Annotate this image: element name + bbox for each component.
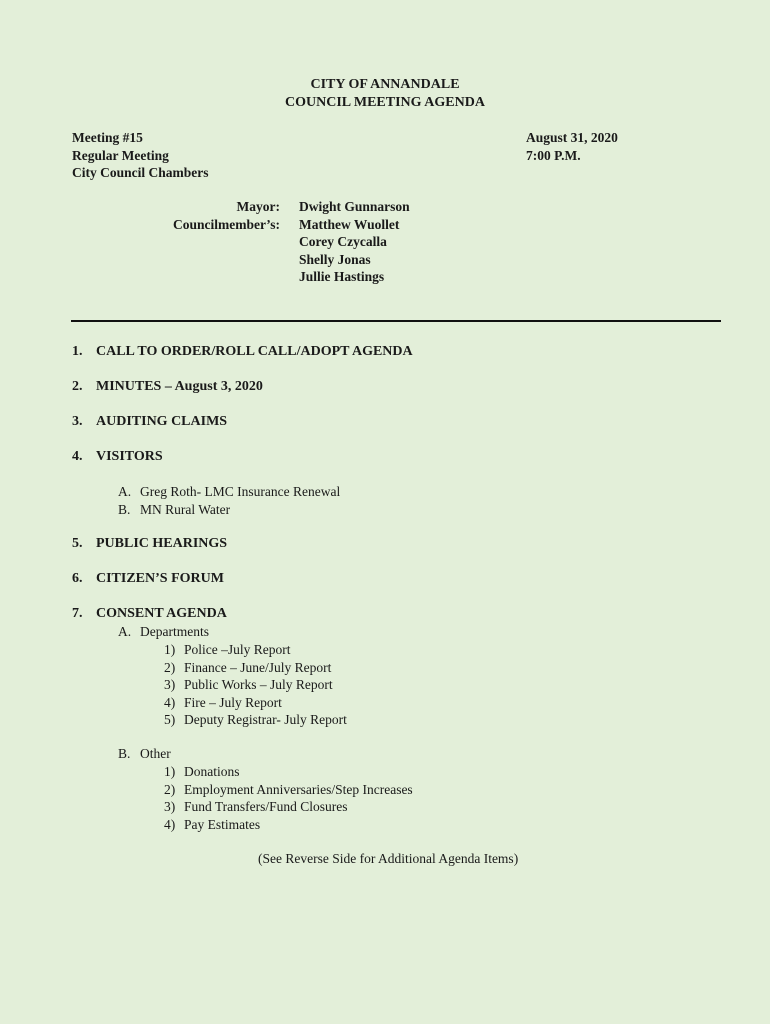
- list-item: 4) Fire – July Report: [164, 694, 282, 710]
- mayor-label: Mayor:: [236, 199, 280, 214]
- agenda-item-3: [72, 414, 227, 430]
- list-item: 3) Fund Transfers/Fund Closures: [164, 799, 348, 814]
- item-text: CITIZEN’S FORUM: [96, 571, 224, 586]
- council-label: Councilmember’s:: [173, 216, 280, 232]
- agenda-item-5: [72, 536, 227, 552]
- meeting-type: Regular Meeting: [72, 147, 169, 163]
- item-text: AUDITING CLAIMS: [96, 414, 228, 429]
- consent-departments-heading: [118, 624, 209, 640]
- list-item: 2) Employment Anniversaries/Step Increases: [164, 781, 413, 797]
- list-item: 4) Pay Estimates: [164, 816, 261, 832]
- list-item: 1) Police –July Report: [164, 642, 291, 657]
- other-list: [164, 763, 413, 833]
- meeting-location: City Council Chambers: [72, 165, 209, 180]
- council-member: Shelly Jonas: [299, 251, 371, 267]
- sub-text: Departments: [140, 624, 209, 639]
- agenda-item-1: [72, 344, 413, 360]
- reverse-side-note: (See Reverse Side for Additional Agenda Items): [258, 851, 519, 866]
- agenda-title: COUNCIL MEETING AGENDA: [285, 95, 485, 110]
- departments-list: [164, 641, 347, 729]
- item-number: 6.: [72, 571, 83, 586]
- visitor-item: [118, 502, 230, 518]
- list-item: 5) Deputy Registrar- July Report: [164, 712, 347, 727]
- item-number: 2.: [72, 379, 83, 394]
- sub-text: MN Rural Water: [140, 502, 231, 517]
- meeting-date: August 31, 2020: [526, 130, 618, 145]
- header-divider: [71, 320, 721, 322]
- mayor-name: Dwight Gunnarson: [299, 199, 410, 214]
- meeting-info: [72, 129, 209, 182]
- meeting-time: 7:00 P.M.: [526, 147, 581, 163]
- list-item: 3) Public Works – July Report: [164, 677, 333, 692]
- consent-other-heading: [118, 746, 171, 762]
- visitor-item: [118, 484, 340, 500]
- item-text: VISITORS: [96, 449, 163, 464]
- agenda-item-6: [72, 571, 224, 587]
- item-number: 3.: [72, 414, 83, 429]
- council-member: Corey Czycalla: [299, 234, 387, 249]
- item-number: 1.: [72, 344, 83, 359]
- item-text: PUBLIC HEARINGS: [96, 536, 228, 551]
- list-item: 2) Finance – June/July Report: [164, 659, 332, 675]
- city-name: CITY OF ANNANDALE: [310, 77, 460, 92]
- agenda-item-7: [72, 606, 227, 622]
- agenda-item-2: [72, 379, 263, 395]
- council-member: Matthew Wuollet: [299, 216, 400, 232]
- sub-label: A.: [118, 624, 132, 639]
- official-labels: [140, 198, 280, 233]
- list-item: 1) Donations: [164, 764, 240, 779]
- sub-text: Other: [140, 746, 171, 761]
- item-number: 5.: [72, 536, 83, 551]
- agenda-item-4: [72, 449, 163, 465]
- official-names: [299, 198, 410, 286]
- meeting-datetime: [526, 129, 618, 164]
- sub-label: A.: [118, 484, 132, 499]
- meeting-number: Meeting #15: [72, 130, 143, 145]
- item-text: MINUTES – August 3, 2020: [96, 379, 263, 394]
- council-member: Jullie Hastings: [299, 269, 385, 284]
- sub-label: B.: [118, 502, 131, 517]
- sub-label: B.: [118, 746, 131, 761]
- item-text: CALL TO ORDER/ROLL CALL/ADOPT AGENDA: [96, 344, 413, 359]
- item-text: CONSENT AGENDA: [96, 606, 227, 621]
- sub-text: Greg Roth- LMC Insurance Renewal: [140, 484, 341, 499]
- item-number: 4.: [72, 449, 83, 464]
- item-number: 7.: [72, 606, 83, 621]
